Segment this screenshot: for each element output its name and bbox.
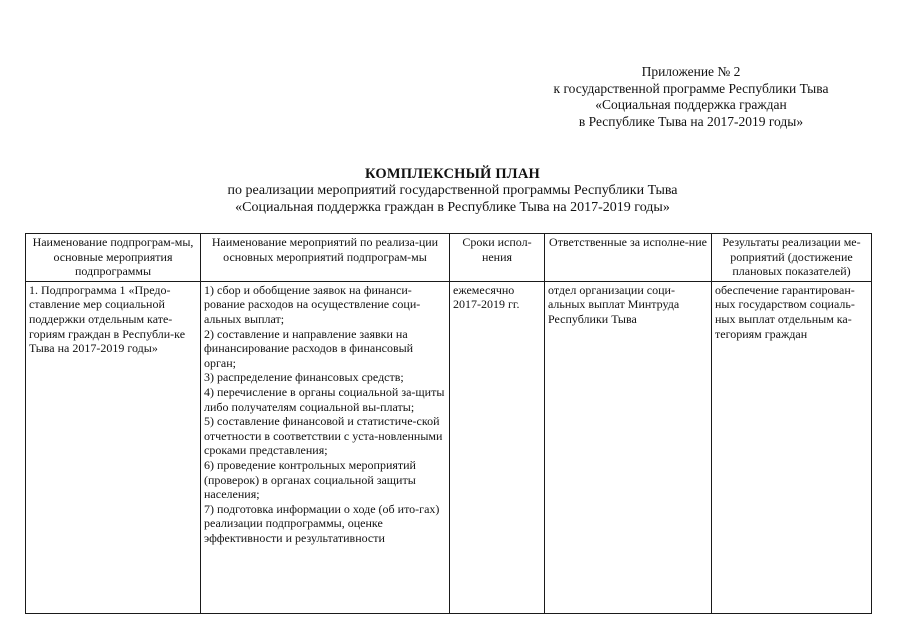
table-header-row: [26, 234, 872, 282]
activity-item: 7) подготовка информации о ходе (об ито-гах) реализации подпрограммы, оценке эффективности и результативности: [204, 501, 440, 545]
header-terms: Сроки испол-нения: [450, 234, 545, 282]
activity-item: 2) составление и направление заявки на финансирование расходов в финансовый орган;: [204, 326, 414, 370]
header-results: Результаты реализации ме-роприятий (достижение плановых показателей): [712, 234, 872, 282]
activity-item: 6) проведение контрольных мероприятий (проверок) в органах социальной защиты населения;: [204, 457, 416, 502]
cell-terms: ежемесячно 2017-2019 гг.: [450, 281, 545, 613]
appendix-program-years: в Республике Тыва на 2017-2019 годы»: [578, 113, 804, 129]
plan-table: [25, 233, 872, 614]
appendix-number: Приложение № 2: [641, 64, 741, 79]
activity-item: 3) распределение финансовых средств;: [204, 370, 404, 385]
title-subtitle-1: по реализации мероприятий государственной программы Республики Тыва: [227, 183, 678, 198]
cell-activities: [201, 281, 450, 613]
cell-results: обеспечение гарантирован-ных государством социаль-ных выплат отдельным ка-тегориям граждан: [712, 281, 872, 613]
header-subprogram: Наименование подпрограм-мы, основные мероприятия подпрограммы: [26, 234, 201, 282]
title-main: КОМПЛЕКСНЫЙ ПЛАН: [365, 166, 540, 182]
cell-responsible: отдел организации соци-альных выплат Минтруда Республики Тыва: [545, 281, 712, 613]
cell-subprogram: 1. Подпрограмма 1 «Предо-ставление мер социальной поддержки отдельным кате-гориям граждан в Республи-ке Тыва на 2017-2019 годы»: [26, 281, 201, 613]
activity-item: 1) сбор и обобщение заявок на финанси-рование расходов на осуществление соци-альных выплат;: [204, 282, 421, 326]
document-title: [0, 166, 905, 216]
title-subtitle-2: «Социальная поддержка граждан в Республике Тыва на 2017-2019 годы»: [235, 199, 670, 215]
header-activities: Наименование мероприятий по реализа-ции основных мероприятий подпрограм-мы: [201, 234, 450, 282]
appendix-program-ref: к государственной программе Республики Тыва: [553, 80, 829, 96]
activity-item: 4) перечисление в органы социальной за-щиты либо получателям социальной вы-платы;: [204, 384, 445, 414]
appendix-header: [541, 64, 841, 130]
appendix-program-name: «Социальная поддержка граждан: [595, 97, 787, 112]
activity-item: 5) составление финансовой и статистиче-ской отчетности в соответствии с уста-новленными сроками представления;: [204, 414, 443, 458]
header-responsible: Ответственные за исполне-ние: [545, 234, 712, 282]
table-row: [26, 281, 872, 613]
